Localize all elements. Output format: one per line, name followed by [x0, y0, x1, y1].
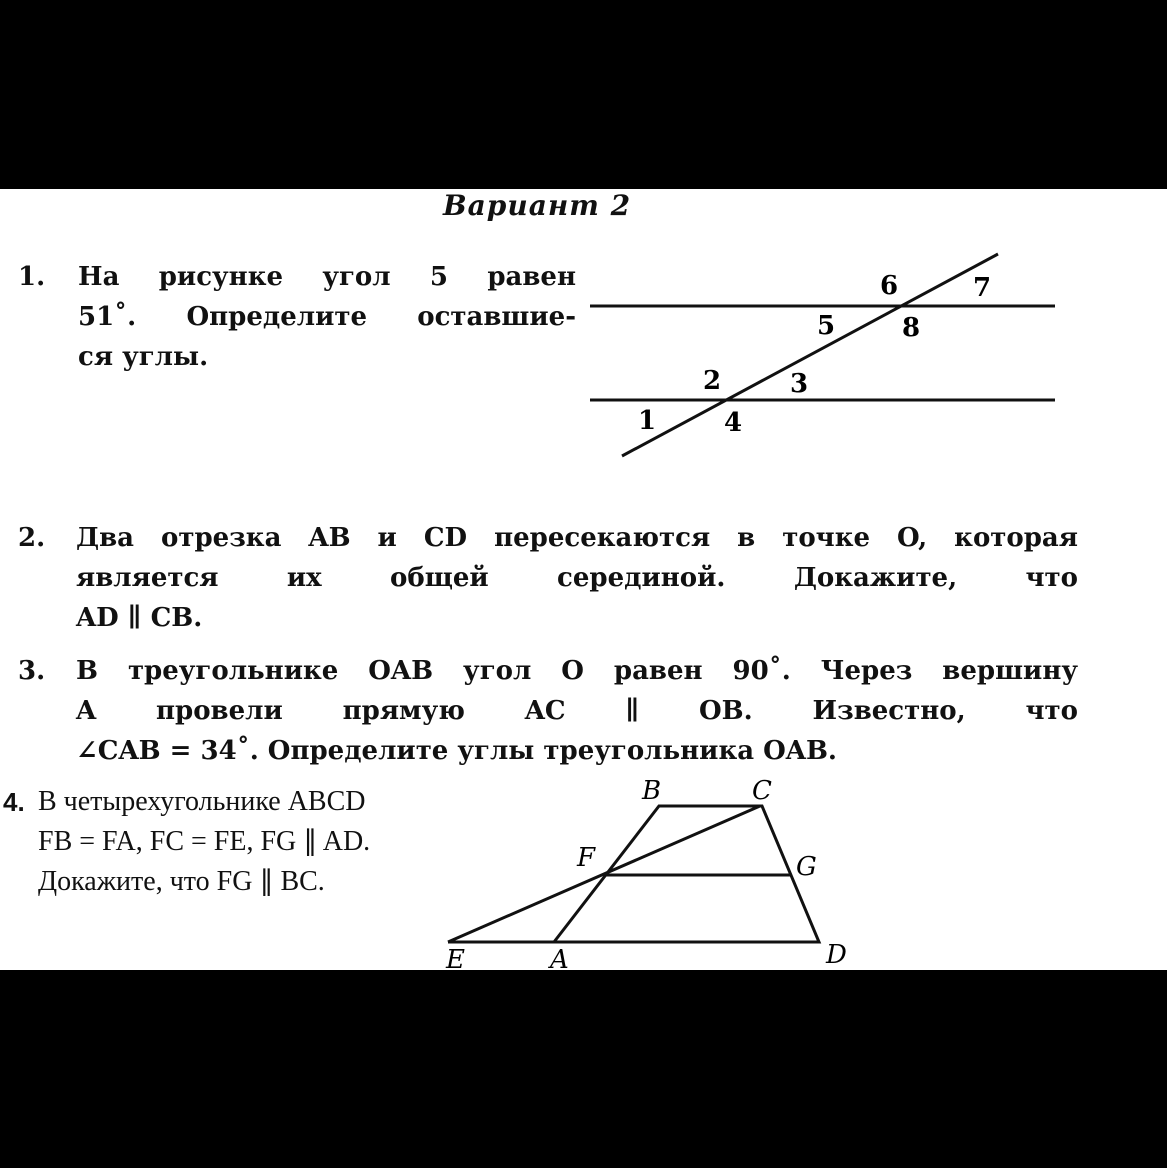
- transversal-line: [622, 254, 998, 456]
- task-4-number: 4.: [3, 787, 25, 817]
- task-1-line-2: 51˚. Определите оставшие-: [78, 302, 576, 332]
- task-4-line-2: FB = FA, FC = FE, FG ∥ AD.: [38, 826, 371, 857]
- task-2-line-3: AD ∥ CB.: [76, 603, 203, 633]
- task-3-line-2: A провели прямую AC ∥ OB. Известно, что: [76, 696, 1078, 726]
- task-2-number: 2.: [18, 523, 46, 553]
- worksheet: [0, 189, 1167, 970]
- point-label-b: B: [642, 776, 662, 806]
- point-label-a: A: [550, 945, 569, 970]
- task-3-line-3: ∠CAB = 34˚. Определите углы треугольника OAB.: [76, 736, 837, 766]
- quadrilateral-figure: [430, 769, 860, 970]
- angle-label-3: 3: [790, 369, 809, 399]
- point-label-e: E: [446, 945, 465, 970]
- task-2-line-2: является их общей серединой. Докажите, что: [76, 563, 1078, 593]
- angle-label-4: 4: [724, 408, 743, 438]
- parallel-lines-figure: [585, 249, 1065, 464]
- task-2-line-1: Два отрезка AB и CD пересекаются в точке O, которая: [76, 523, 1078, 553]
- point-label-f: F: [577, 843, 596, 873]
- task-1-line-3: ся углы.: [78, 342, 209, 372]
- point-label-c: C: [752, 776, 772, 806]
- angle-label-5: 5: [817, 311, 836, 341]
- point-label-g: G: [796, 852, 817, 882]
- task-3-line-1: В треугольнике OAB угол O равен 90˚. Через вершину: [76, 656, 1078, 686]
- variant-title: Вариант 2: [443, 189, 632, 222]
- angle-label-1: 1: [638, 406, 657, 436]
- point-label-d: D: [826, 940, 847, 970]
- task-3-number: 3.: [18, 656, 46, 686]
- task-4-line-3: Докажите, что FG ∥ BC.: [38, 866, 325, 897]
- task-1-number: 1.: [18, 262, 46, 292]
- angle-label-7: 7: [973, 273, 992, 303]
- angle-label-2: 2: [703, 366, 722, 396]
- angle-label-8: 8: [902, 313, 921, 343]
- angle-label-6: 6: [880, 271, 899, 301]
- task-4-line-1: В четырехугольнике ABCD: [38, 786, 366, 817]
- task-1-line-1: На рисунке угол 5 равен: [78, 262, 576, 292]
